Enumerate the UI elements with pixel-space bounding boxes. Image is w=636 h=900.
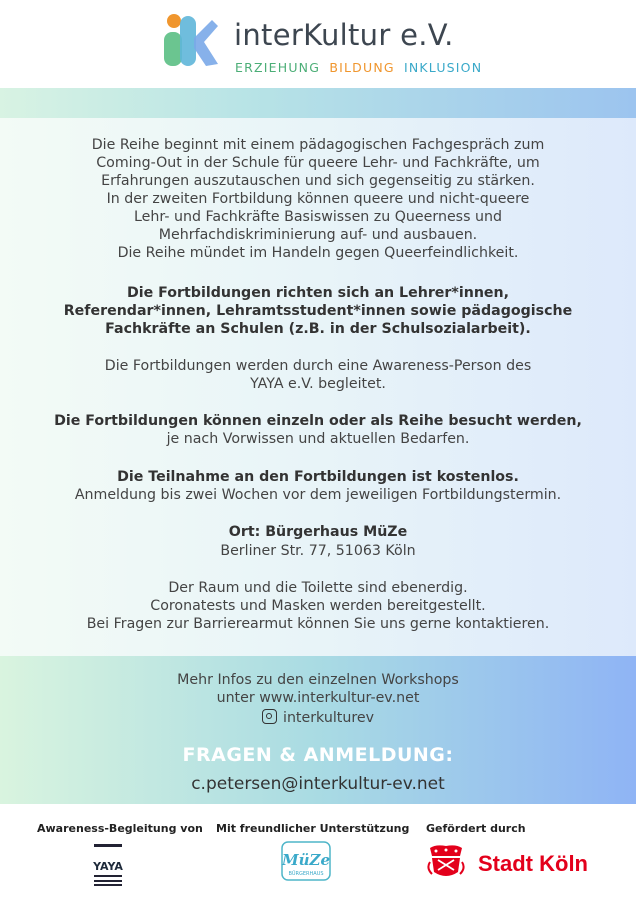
access-line: Coronatests und Masken werden bereitgestellt.: [150, 598, 486, 614]
location-address: Berliner Str. 77, 51063 Köln: [220, 543, 416, 559]
more-info-line: Mehr Infos zu den einzelnen Workshops: [177, 672, 459, 688]
intro-line: Die Reihe mündet im Handeln gegen Queerfeindlichkeit.: [117, 245, 519, 261]
free-bold: Die Teilnahme an den Fortbildungen ist kostenlos.: [117, 469, 519, 485]
target-line: Fachkräfte an Schulen (z.B. in der Schulsozialarbeit).: [105, 321, 531, 337]
instagram-handle-text: interkulturev: [283, 710, 374, 726]
stadt-koeln-logo: Stadt Köln: [478, 851, 588, 876]
tagline: [235, 60, 486, 75]
website-link[interactable]: unter www.interkultur-ev.net: [216, 690, 420, 706]
email-link[interactable]: c.petersen@interkultur-ev.net: [191, 774, 445, 794]
intro-line: Mehrfachdiskriminierung auf- und ausbauen.: [158, 227, 478, 243]
muze-logo-text: MüZe: [281, 851, 331, 869]
awareness-line: YAYA e.V. begleitet.: [250, 376, 386, 392]
contact-title: FRAGEN & ANMELDUNG:: [182, 744, 454, 766]
koeln-crest-icon: [426, 842, 466, 882]
instagram-handle[interactable]: [0, 709, 636, 726]
intro-line: Coming-Out in der Schule für queere Lehr- und Fachkräfte, um: [96, 155, 540, 171]
top-gradient-stripe: [0, 88, 636, 118]
access-line: Der Raum und die Toilette sind ebenerdig.: [168, 580, 468, 596]
sponsor-label-awareness: Awareness-Begleitung von: [37, 822, 203, 835]
header: [0, 0, 636, 88]
muze-logo-icon: [278, 840, 334, 884]
series-normal: je nach Vorwissen und aktuellen Bedarfen.: [166, 431, 470, 447]
intro-line: Die Reihe beginnt mit einem pädagogischen Fachgespräch zum: [91, 137, 545, 153]
org-name: interKultur e.V.: [234, 18, 454, 52]
instagram-icon: [262, 709, 277, 724]
target-line: Referendar*innen, Lehramtsstudent*innen sowie pädagogische: [63, 303, 573, 319]
intro-line: In der zweiten Fortbildung können queere und nicht-queere: [106, 191, 530, 207]
target-line: Die Fortbildungen richten sich an Lehrer*innen,: [126, 285, 510, 301]
intro-line: Erfahrungen auszutauschen und sich gegenseitig zu stärken.: [101, 173, 535, 189]
muze-logo-subtext: BÜRGERHAUS: [288, 871, 324, 877]
interkultur-logo-icon: [160, 12, 218, 70]
awareness-line: Die Fortbildungen werden durch eine Awareness-Person des: [104, 358, 532, 374]
yaya-logo-text: YAYA: [93, 860, 123, 873]
location-title: Ort: Bürgerhaus MüZe: [228, 524, 408, 540]
sponsor-label-funded: Gefördert durch: [426, 822, 526, 835]
access-line: Bei Fragen zur Barrierearmut können Sie uns gerne kontaktieren.: [86, 616, 550, 632]
intro-line: Lehr- und Fachkräfte Basiswissen zu Queerness und: [134, 209, 502, 225]
tagline-bildung: BILDUNG: [329, 60, 395, 75]
sponsor-label-support: Mit freundlicher Unterstützung: [216, 822, 410, 835]
tagline-erziehung: ERZIEHUNG: [235, 60, 321, 75]
free-normal: Anmeldung bis zwei Wochen vor dem jeweiligen Fortbildungstermin.: [74, 487, 562, 503]
tagline-inklusion: INKLUSION: [403, 60, 483, 75]
series-bold: Die Fortbildungen können einzeln oder als Reihe besucht werden,: [54, 413, 582, 429]
yaya-logo-icon: [92, 842, 124, 888]
